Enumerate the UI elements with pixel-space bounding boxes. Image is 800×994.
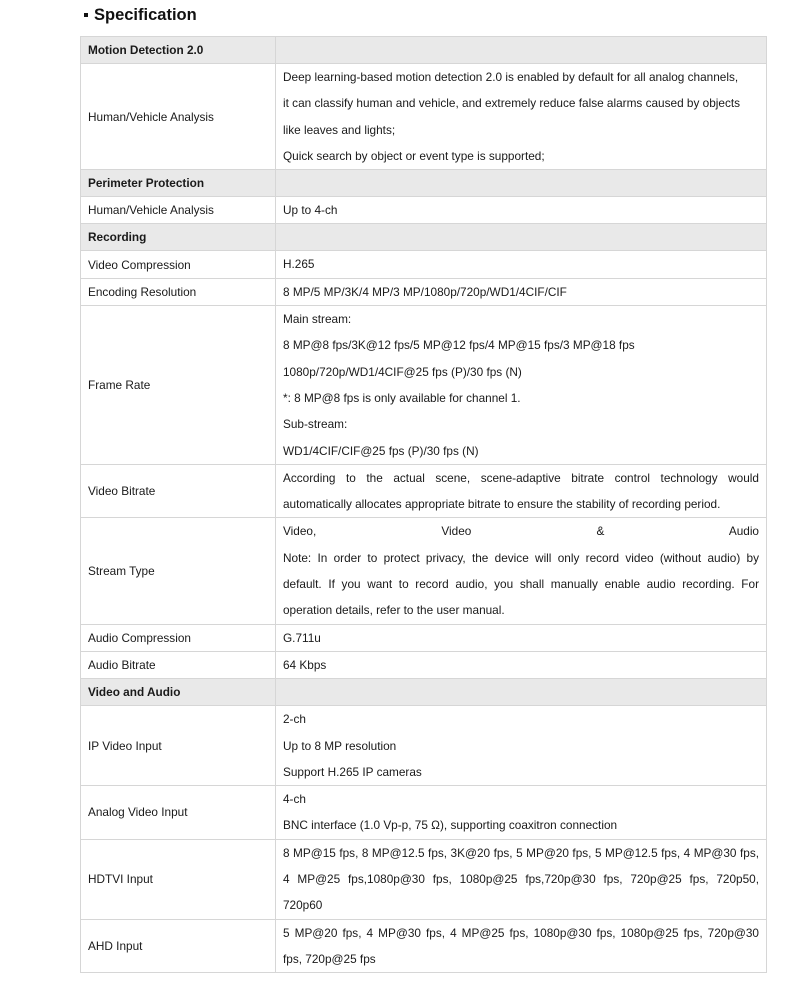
spec-value-line: 8 MP@8 fps/3K@12 fps/5 MP@12 fps/4 MP@15 fps/3 MP@18 fps — [283, 338, 635, 353]
spec-value — [276, 919, 767, 973]
spec-value-line: *: 8 MP@8 fps is only available for channel 1. — [283, 390, 521, 405]
section-header-blank — [276, 679, 767, 706]
spec-row — [81, 624, 767, 651]
spec-name: Stream Type — [81, 518, 276, 624]
spec-value-line: fps, 720p@25 fps — [283, 951, 376, 966]
section-header-label: Video and Audio — [81, 679, 276, 706]
spec-row — [81, 278, 767, 305]
spec-value-line: Deep learning-based motion detection 2.0 is enabled by default for all analog channels, — [283, 70, 739, 84]
spec-value-line: 720p60 — [283, 898, 323, 913]
spec-value-line: Up to 8 MP resolution — [283, 738, 397, 753]
spec-value — [276, 786, 767, 840]
spec-value-line: automatically allocates appropriate bitrate to ensure the stability of recording period. — [283, 497, 721, 512]
spec-name: Audio Bitrate — [81, 651, 276, 678]
spec-row — [81, 786, 767, 840]
spec-value-line: Main stream: — [283, 312, 352, 327]
spec-value — [276, 197, 767, 224]
spec-value-line: 1080p/720p/WD1/4CIF@25 fps (P)/30 fps (N) — [283, 364, 522, 379]
spec-value-line: BNC interface (1.0 Vp-p, 75 Ω), supporting coaxitron connection — [283, 818, 618, 833]
section-header-row — [81, 224, 767, 251]
spec-value-line: According to the actual scene, scene-adaptive bitrate control technology would — [283, 470, 759, 485]
spec-value-line: Sub-stream: — [283, 417, 348, 432]
spec-value-line: 5 MP@20 fps, 4 MP@30 fps, 4 MP@25 fps, 1080p@30 fps, 1080p@25 fps, 720p@30 — [283, 925, 759, 940]
spec-value-line: G.711u — [283, 630, 321, 645]
spec-table-body — [81, 37, 767, 973]
spec-value-line: 8 MP@15 fps, 8 MP@12.5 fps, 3K@20 fps, 5 MP@20 fps, 5 MP@12.5 fps, 4 MP@30 fps, — [283, 845, 759, 860]
spec-value-line: 4 MP@25 fps,1080p@30 fps, 1080p@25 fps,720p@30 fps, 720p@25 fps, 720p50, — [283, 872, 759, 887]
spec-value-line: WD1/4CIF/CIF@25 fps (P)/30 fps (N) — [283, 443, 479, 458]
spec-value — [276, 64, 767, 170]
spec-value-line: 8 MP/5 MP/3K/4 MP/3 MP/1080p/720p/WD1/4CIF/CIF — [283, 284, 567, 299]
section-header-label: Perimeter Protection — [81, 170, 276, 197]
spec-value-line: it can classify human and vehicle, and extremely reduce false alarms caused by objects — [283, 96, 741, 111]
spec-value-line: Up to 4-ch — [283, 203, 338, 218]
spec-value-line: Quick search by object or event type is supported; — [283, 148, 545, 163]
section-header-blank — [276, 224, 767, 251]
spec-name: Video Compression — [81, 251, 276, 278]
spec-value — [276, 306, 767, 465]
spec-value — [276, 651, 767, 678]
spec-row — [81, 464, 767, 518]
section-header-row — [81, 679, 767, 706]
spec-name: Human/Vehicle Analysis — [81, 197, 276, 224]
spec-value — [276, 624, 767, 651]
page-heading — [84, 4, 197, 26]
spec-value-line: default. If you want to record audio, you shall manually enable audio recording. For — [283, 577, 759, 592]
spec-value-line: operation details, refer to the user manual. — [283, 603, 505, 618]
spec-value — [276, 278, 767, 305]
spec-name: AHD Input — [81, 919, 276, 973]
spec-value-line: 2-ch — [283, 712, 306, 727]
spec-row — [81, 839, 767, 919]
spec-row — [81, 306, 767, 465]
spec-value — [276, 706, 767, 786]
spec-table — [80, 36, 767, 973]
section-header-blank — [276, 170, 767, 197]
spec-name: IP Video Input — [81, 706, 276, 786]
spec-name: HDTVI Input — [81, 839, 276, 919]
spec-value-line: like leaves and lights; — [283, 122, 396, 137]
spec-value — [276, 464, 767, 518]
spec-row — [81, 706, 767, 786]
spec-name: Encoding Resolution — [81, 278, 276, 305]
spec-row — [81, 651, 767, 678]
spec-row — [81, 518, 767, 624]
section-header-label: Recording — [81, 224, 276, 251]
section-header-row — [81, 170, 767, 197]
spec-value — [276, 251, 767, 278]
spec-row — [81, 919, 767, 973]
spec-value — [276, 518, 767, 624]
spec-row — [81, 64, 767, 170]
section-header-blank — [276, 37, 767, 64]
spec-row — [81, 197, 767, 224]
spec-row — [81, 251, 767, 278]
spec-value-line: 4-ch — [283, 792, 306, 807]
spec-name: Frame Rate — [81, 306, 276, 465]
spec-name: Human/Vehicle Analysis — [81, 64, 276, 170]
spec-value-line: Support H.265 IP cameras — [283, 764, 422, 779]
section-header-row — [81, 37, 767, 64]
spec-name: Audio Compression — [81, 624, 276, 651]
spec-name: Video Bitrate — [81, 464, 276, 518]
heading-text: Specification — [94, 5, 197, 24]
spec-value-line: Note: In order to protect privacy, the device will only record video (without audio) by — [283, 550, 759, 565]
spec-value-line: H.265 — [283, 257, 315, 272]
spec-value — [276, 839, 767, 919]
square-bullet-icon — [84, 13, 88, 17]
spec-value-line: Video, Video & Audio — [283, 524, 759, 539]
section-header-label: Motion Detection 2.0 — [81, 37, 276, 64]
spec-value-line: 64 Kbps — [283, 657, 327, 672]
spec-name: Analog Video Input — [81, 786, 276, 840]
